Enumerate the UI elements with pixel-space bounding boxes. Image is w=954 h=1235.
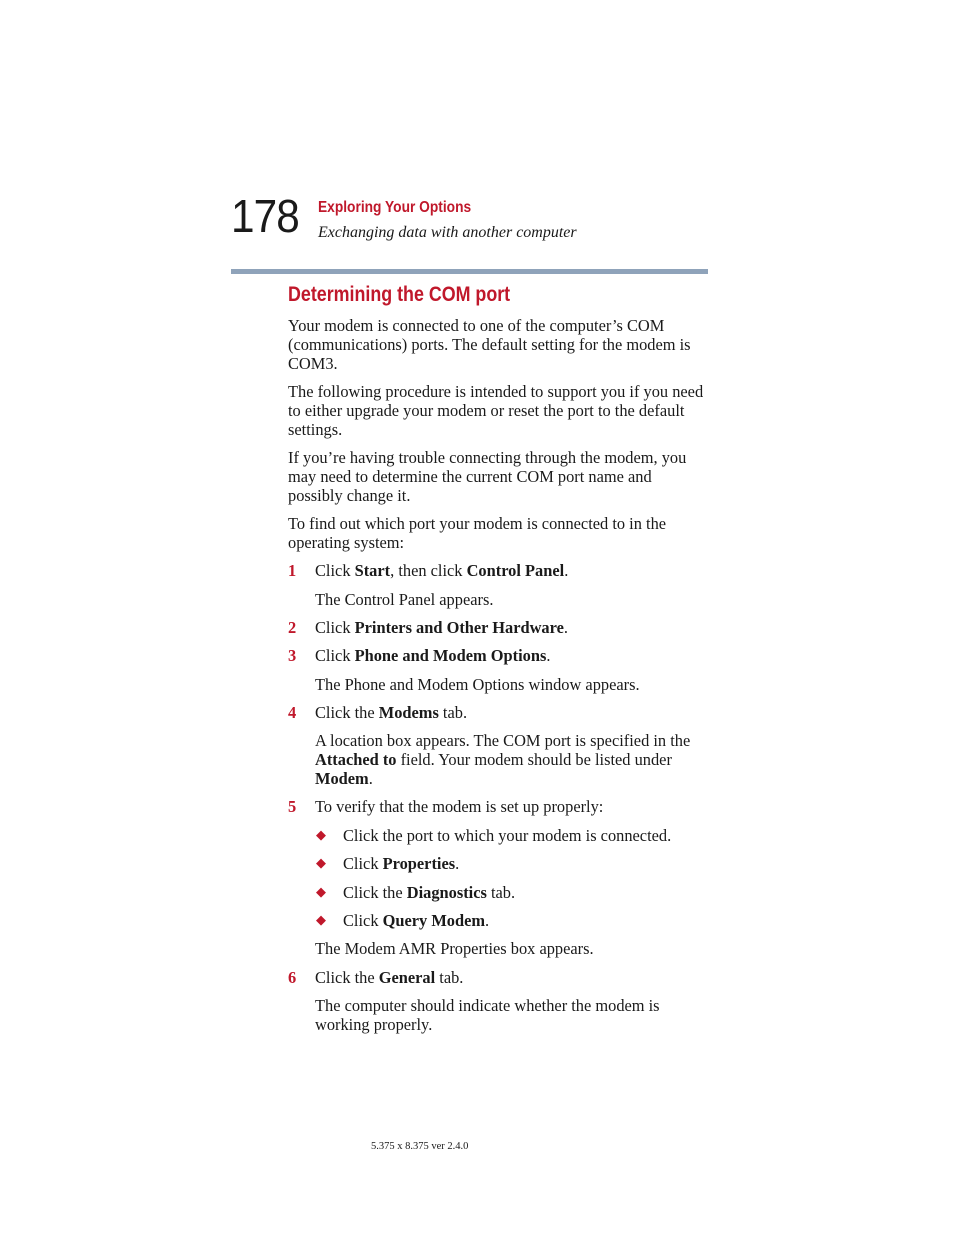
step-result: The computer should indicate whether the modem is working properly.: [315, 996, 660, 1034]
bullet-text: Click the port to which your modem is connected.: [343, 825, 672, 845]
step-text: Click: [315, 617, 355, 637]
ui-term: Control Panel: [466, 561, 565, 581]
ui-term: General: [378, 967, 436, 987]
ui-term: Diagnostics: [406, 882, 487, 902]
step-text: Click: [315, 561, 355, 581]
step-number: 1: [288, 561, 297, 581]
paragraph: The following procedure is intended to support you if you need to either upgrade your modem or reset the port to the default settings.: [288, 381, 704, 439]
step-text: A location box appears. The COM port is specified in the: [315, 731, 691, 751]
body-text: [288, 317, 710, 1044]
step-2: [288, 619, 710, 638]
ui-term: Properties: [382, 854, 456, 874]
diamond-bullet-icon: ◆: [316, 913, 326, 929]
step-text: .: [564, 561, 569, 581]
step-number: 2: [288, 617, 297, 637]
substep-bullet: [288, 827, 710, 846]
step-text: .: [368, 769, 373, 789]
step-3: [288, 647, 710, 666]
section-heading: Determining the COM port: [288, 283, 511, 306]
step-text: tab.: [438, 703, 468, 723]
diamond-bullet-icon: ◆: [316, 856, 326, 872]
substep-bullet: [288, 855, 710, 874]
step-text: .: [546, 646, 551, 666]
step-number: 3: [288, 646, 297, 666]
section-subtitle: Exchanging data with another computer: [318, 224, 577, 241]
step-text: Click: [315, 646, 355, 666]
paragraph: To find out which port your modem is connected to in the operating system:: [288, 513, 667, 552]
bullet-text: .: [455, 854, 460, 874]
step-result: The Phone and Modem Options window appears.: [315, 674, 640, 694]
diamond-bullet-icon: ◆: [316, 884, 326, 900]
step-6: [288, 969, 710, 988]
substep-bullet: [288, 912, 710, 931]
page-footer: 5.375 x 8.375 ver 2.4.0: [371, 1141, 469, 1152]
step-5: [288, 798, 710, 817]
step-number: 6: [288, 967, 297, 987]
substep-bullet: [288, 884, 710, 903]
bullet-text: tab.: [486, 882, 516, 902]
ui-term: Modems: [378, 703, 439, 723]
step-1: [288, 562, 710, 581]
chapter-title: Exploring Your Options: [318, 199, 472, 216]
ui-term: Printers and Other Hardware: [354, 617, 564, 637]
bullet-text: Click: [343, 911, 383, 931]
step-text: , then click: [390, 561, 467, 581]
ui-term: Query Modem: [382, 911, 486, 931]
step-text: Click the: [315, 967, 379, 987]
ui-term: Start: [354, 561, 391, 581]
step-text: To verify that the modem is set up properly:: [315, 797, 604, 817]
paragraph: Your modem is connected to one of the computer’s COM (communications) ports. The default setting for the modem is COM3.: [288, 316, 691, 373]
diamond-bullet-icon: ◆: [316, 827, 326, 843]
ui-term: Attached to: [315, 750, 397, 770]
step-result: [288, 732, 710, 788]
step-text: tab.: [435, 967, 464, 987]
step-result: The Modem AMR Properties box appears.: [315, 939, 594, 959]
step-text: field. Your modem should be listed under: [396, 750, 672, 770]
bullet-text: Click: [343, 854, 383, 874]
step-text: Click the: [315, 703, 379, 723]
paragraph: If you’re having trouble connecting through the modem, you may need to determine the current COM port name and possibly change it.: [288, 447, 687, 505]
step-4: [288, 704, 710, 723]
ui-term: Phone and Modem Options: [354, 646, 547, 666]
step-result: The Control Panel appears.: [315, 589, 494, 609]
bullet-text: .: [485, 911, 490, 931]
step-text: .: [563, 617, 568, 637]
step-number: 5: [288, 797, 297, 817]
header-divider: [231, 269, 708, 274]
step-number: 4: [288, 703, 297, 723]
page-number: 178: [231, 190, 299, 242]
bullet-text: Click the: [343, 882, 407, 902]
ui-term: Modem: [315, 769, 369, 789]
